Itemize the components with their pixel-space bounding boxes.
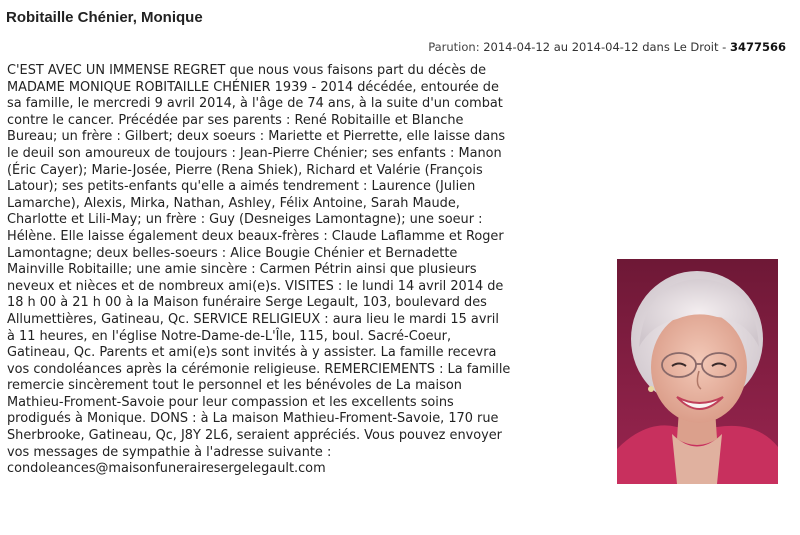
portrait-photo — [617, 259, 778, 484]
obituary-line: remercie sincèrement tout le personnel et les bénévoles de La maison — [7, 378, 462, 394]
obituary-line: Lamontagne; deux belles-soeurs : Alice Bougie Chénier et Bernadette — [7, 245, 458, 261]
obituary-line: Hélène. Elle laisse également deux beaux-frères : Claude Laflamme et Roger — [7, 228, 504, 244]
obituary-text — [7, 63, 610, 478]
portrait-photo-icon — [617, 259, 778, 484]
obituary-line: Lamarche), Alexis, Mirka, Nathan, Ashley, Félix Antoine, Sarah Maude, — [7, 195, 460, 211]
obituary-line: vos condoléances après la cérémonie religieuse. REMERCIEMENTS : La famille — [7, 361, 511, 377]
obituary-line: C'EST AVEC UN IMMENSE REGRET que nous vous faisons part du décès de — [7, 63, 487, 78]
obituary-line: Charlotte et Lili-May; un frère : Guy (Desneiges Lamontagne); une soeur : — [7, 212, 483, 228]
obituary-line: Mainville Robitaille; une amie sincère : Carmen Pétrin ainsi que plusieurs — [7, 262, 477, 278]
obituary-line: le deuil son amoureux de toujours : Jean-Pierre Chénier; ses enfants : Manon — [7, 145, 502, 161]
obituary-line: Allumettières, Gatineau, Qc. SERVICE RELIGIEUX : aura lieu le mardi 15 avril — [7, 311, 499, 327]
publication-connector: dans — [642, 40, 670, 54]
obituary-line: sa famille, le mercredi 9 avril 2014, à l'âge de 74 ans, à la suite d'un combat — [7, 96, 503, 112]
obituary-email: condoleances@maisonfunerairesergelegault.com — [7, 461, 326, 477]
obituary-line: prodigués à Monique. DONS : à La maison Mathieu-Froment-Savoie, 170 rue — [7, 411, 499, 427]
obituary-line: Latour); ses petits-enfants qu'elle a aimés tendrement : Laurence (Julien — [7, 179, 476, 195]
publication-label: Parution: — [428, 40, 480, 54]
obituary-line: MADAME MONIQUE ROBITAILLE CHÉNIER 1939 - 2014 décédée, entourée de — [7, 79, 499, 95]
obituary-line: (Éric Cayer); Marie-Josée, Pierre (Rena Shiek), Richard et Valérie (François — [7, 162, 483, 178]
obituary-title: Robitaille Chénier, Monique — [6, 9, 203, 26]
obituary-line: Gatineau, Qc. Parents et ami(e)s sont invités à y assister. La famille recevra — [7, 345, 497, 361]
publication-reference: 3477566 — [729, 40, 786, 54]
obituary-line: vos messages de sympathie à l'adresse suivante : — [7, 444, 332, 460]
obituary-line: neveux et nièces et de nombreux ami(e)s. VISITES : le lundi 14 avril 2014 de — [7, 278, 504, 294]
obituary-line: à 11 heures, en l'église Notre-Dame-de-L'Île, 115, boul. Sacré-Coeur, — [7, 328, 452, 344]
publication-separator: - — [722, 40, 727, 54]
obituary-line: Bureau; un frère : Gilbert; deux soeurs : Mariette et Pierrette, elle laisse dans — [7, 129, 506, 145]
obituary-line: Sherbrooke, Gatineau, Qc, J8Y 2L6, seraient appréciés. Vous pouvez envoyer — [7, 428, 502, 444]
obituary-line: contre le cancer. Précédée par ses parents : René Robitaille et Blanche — [7, 112, 464, 128]
publication-newspaper: Le Droit — [673, 40, 719, 54]
publication-dates: 2014-04-12 au 2014-04-12 — [483, 40, 639, 54]
obituary-line: 18 h 00 à 21 h 00 à la Maison funéraire Serge Legault, 103, boulevard des — [7, 295, 487, 311]
publication-info — [428, 40, 786, 54]
obituary-line: Mathieu-Froment-Savoie pour leur compassion et les excellents soins — [7, 394, 454, 410]
